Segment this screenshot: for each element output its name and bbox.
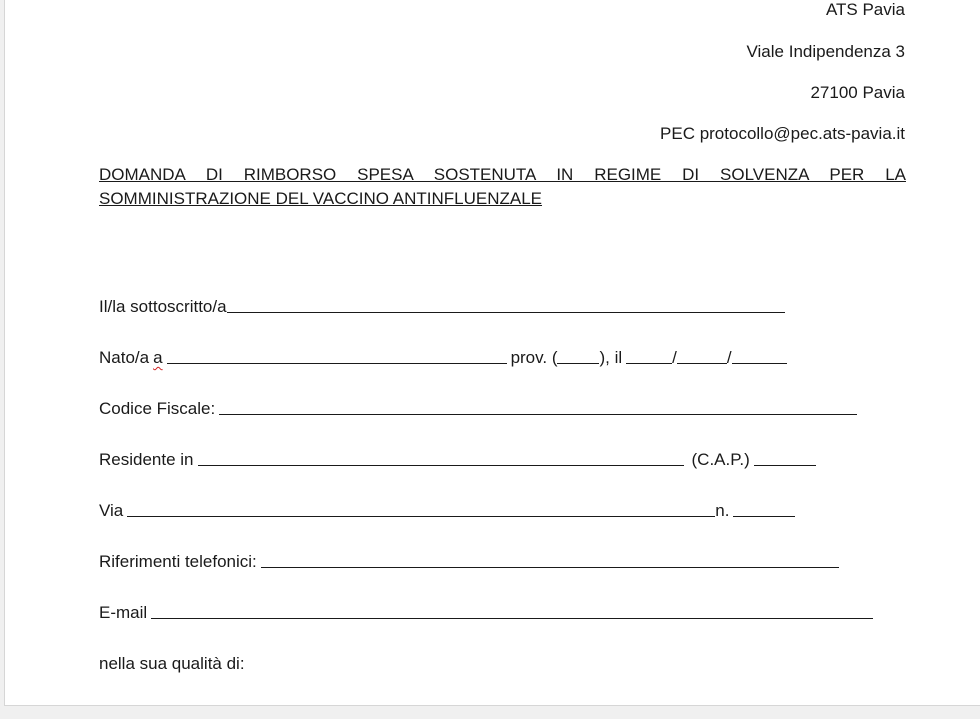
via-blank[interactable] [127, 515, 715, 517]
residenza-blank[interactable] [198, 464, 684, 466]
recipient-city: 27100 Pavia [810, 83, 905, 102]
prov-blank[interactable] [557, 362, 599, 364]
field-email [99, 599, 873, 623]
residente-label: Residente in [99, 450, 194, 469]
numero-blank[interactable] [733, 515, 795, 517]
qualita-label: nella sua qualità di: [99, 654, 245, 673]
telefono-blank[interactable] [261, 566, 839, 568]
cf-blank[interactable] [219, 413, 857, 415]
sottoscritto-label: Il/la sottoscritto/a [99, 297, 227, 316]
cap-blank[interactable] [754, 464, 816, 466]
field-qualita [99, 650, 245, 674]
recipient-pec: PEC protocollo@pec.ats-pavia.it [660, 124, 905, 143]
email-label: E-mail [99, 603, 148, 622]
birthplace-blank[interactable] [167, 362, 507, 364]
field-via [99, 497, 795, 521]
numero-label: n. [715, 501, 730, 520]
prov-label: prov. ( [510, 348, 558, 367]
telefono-label: Riferimenti telefonici: [99, 552, 257, 571]
cf-label: Codice Fiscale: [99, 399, 216, 418]
recipient-name: ATS Pavia [825, 0, 905, 19]
date-sep-2: / [726, 348, 732, 367]
field-nascita [99, 344, 787, 368]
document-page [4, 0, 980, 706]
field-sottoscritto [99, 293, 785, 317]
prov-close-label: ), il [599, 348, 623, 367]
cap-label: (C.A.P.) [691, 450, 750, 469]
birth-year-blank[interactable] [732, 362, 787, 364]
sottoscritto-blank[interactable] [227, 311, 785, 313]
email-blank[interactable] [151, 617, 873, 619]
field-codice-fiscale [99, 395, 857, 419]
birth-month-blank[interactable] [677, 362, 727, 364]
document-title: DOMANDA DI RIMBORSO SPESA SOSTENUTA IN REGIME DI SOLVENZA PER LA SOMMINISTRAZIONE DEL VACCINO ANTINFLUENZALE [99, 165, 906, 208]
nato-label: Nato/a [99, 348, 150, 367]
date-sep-1: / [672, 348, 677, 367]
via-label: Via [99, 501, 124, 520]
recipient-street: Viale Indipendenza 3 [746, 42, 905, 61]
field-residenza [99, 446, 816, 470]
nato-a-label: a [153, 348, 163, 367]
field-telefono [99, 548, 839, 572]
birth-day-blank[interactable] [626, 362, 672, 364]
